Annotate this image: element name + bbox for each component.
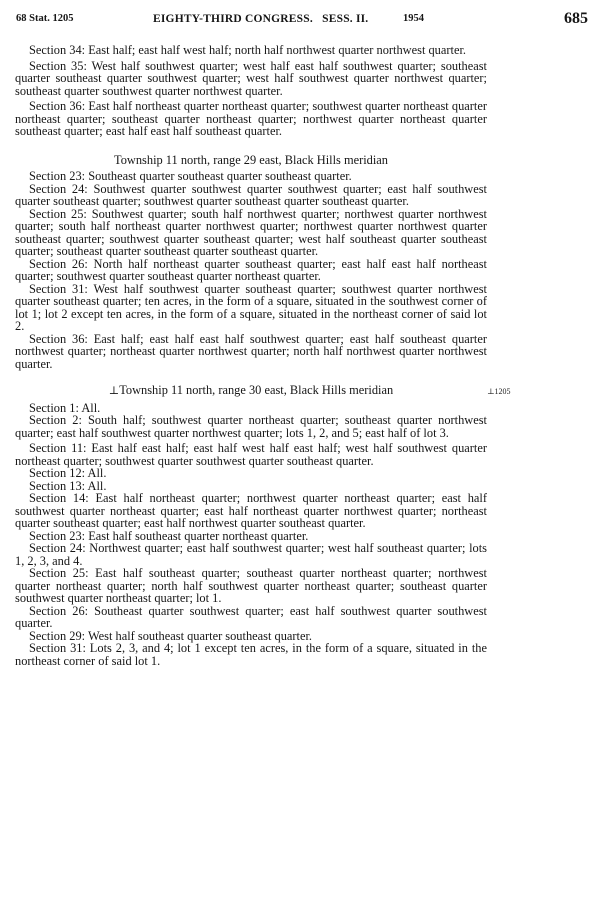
section-paragraph: Section 23: Southeast quarter southeast quarter southeast quarter. [29, 169, 352, 183]
section-paragraph: Section 36: East half; east half east half southwest quarter; east half southeast quarter northwest quarter; northeast quarter northwest quarter; north half northwest quarter northwest quarter. [15, 331, 487, 371]
page-break-marker: ⊥ [108, 385, 120, 397]
running-head [153, 13, 368, 25]
section-paragraph: Section 24: Northwest quarter; east half southwest quarter; west half southeast quarter; lots 1, 2, 3, and 4. [15, 541, 487, 568]
section-paragraph: Section 25: East half southeast quarter; southeast quarter northeast quarter; northwest quarter northeast quarter; north half southwest quarter northeast quarter; southeast quarter southwest quarter northeast quarter; lot 1. [15, 566, 487, 605]
statute-reference: 68 Stat. 1205 [16, 13, 74, 24]
section-paragraph: Section 31: West half southwest quarter southeast quarter; southwest quarter northwest quarter southeast quarter; ten acres, in the form of a square, situated in the southwest corner of lot 1; lot 2 except ten acres, in the form of a square, situated in the northeast corner of said lot 2. [15, 281, 487, 333]
section-paragraph: Section 23: East half southeast quarter northeast quarter. [29, 528, 309, 543]
section-paragraph: Section 2: South half; southwest quarter northeast quarter; southeast quarter northwest quarter; east half southwest quarter northwest quarter; lots 1, 2, and 5; east half of lot 3. [15, 413, 487, 440]
page-number: 685 [564, 10, 588, 27]
year-label: 1954 [403, 13, 424, 24]
section-paragraph: Section 26: Southeast quarter southwest quarter; east half southwest quarter southwest quarter. [15, 603, 487, 630]
section-paragraph: Section 12: All. [29, 466, 107, 480]
section-paragraph: Section 14: East half northeast quarter; northwest quarter northeast quarter; east half southwest quarter northeast quarter; east half northeast quarter northwest quarter; northeast quarter southeast quarter; east half northwest quarter southeast quarter. [15, 491, 487, 530]
margin-page-reference: ⊥1205 [487, 387, 511, 396]
township-heading: Township 11 north, range 29 east, Black Hills meridian [114, 152, 388, 167]
section-paragraph: Section 24: Southwest quarter southwest quarter southwest quarter; east half southwest quarter southeast quarter; southwest quarter southeast quarter southeast quarter. [15, 181, 487, 208]
section-paragraph: Section 35: West half southwest quarter; west half east half southwest quarter; southeast quarter southeast quarter southwest quarter; west half southwest quarter northwest quarter; southeast quarter southwest quarter northwest quarter. [15, 58, 487, 98]
section-paragraph: Section 29: West half southeast quarter southeast quarter. [29, 628, 312, 643]
section-paragraph: Section 36: East half northeast quarter northeast quarter; southwest quarter northeast quarter northeast quarter; southeast quarter northeast quarter; northwest quarter northeast quarter southeast quarter; east half east half southeast quarter. [15, 99, 487, 138]
section-paragraph: Section 26: North half northeast quarter southeast quarter; east half east half northeast quarter; southwest quarter southeast quarter northeast quarter. [15, 256, 487, 283]
section-paragraph: Section 25: Southwest quarter; south half northwest quarter; northwest quarter northwest quarter; south half northeast quarter northwest quarter; northwest quarter northwest quarter southeast quarter; southwest quarter southeast quarter; west half southeast quarter southeast quarter; southeast quarter southeast quarter southeast quarter. [15, 206, 487, 258]
section-paragraph: Section 1: All. [29, 400, 101, 415]
township-heading-text: Township 11 north, range 30 east, Black Hills meridian [119, 383, 394, 397]
page-header [16, 10, 592, 32]
congress-label: EIGHTY-THIRD CONGRESS. [153, 13, 313, 25]
section-paragraph: Section 13: All. [29, 478, 107, 493]
section-paragraph: Section 34: East half; east half west half; north half northwest quarter northwest quarter. [29, 43, 466, 57]
page-body [15, 44, 487, 667]
section-paragraph: Section 11: East half east half; east half west half east half; west half southwest quarter northeast quarter; southwest quarter southwest quarter southeast quarter. [15, 441, 487, 468]
township-heading [15, 384, 487, 398]
section-paragraph: Section 31: Lots 2, 3, and 4; lot 1 except ten acres, in the form of a square, situated in the northeast corner of said lot 1. [15, 641, 487, 668]
session-label: SESS. II. [322, 13, 369, 25]
